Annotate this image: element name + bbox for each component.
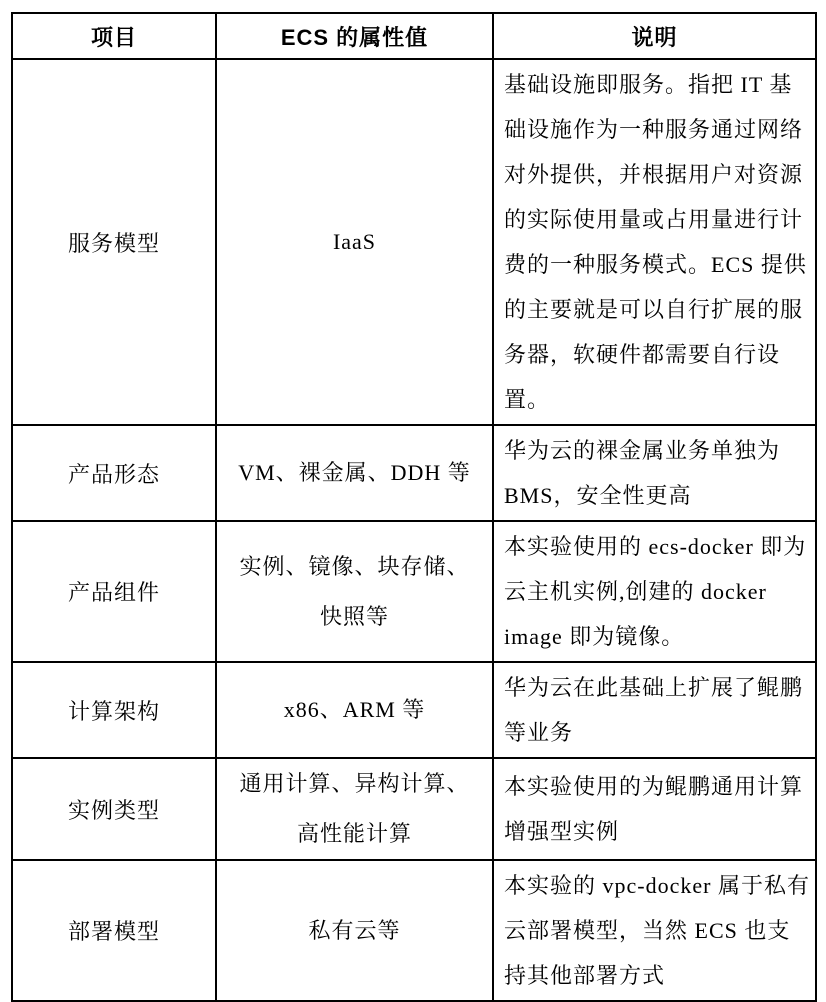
row-attr-value: 通用计算、异构计算、高性能计算 [216,758,493,860]
row-description: 本实验使用的 ecs-docker 即为云主机实例,创建的 docker image 即为镜像。 [493,521,816,662]
row-description: 基础设施即服务。指把 IT 基础设施作为一种服务通过网络对外提供，并根据用户对资源的实际使用量或占用量进行计费的一种服务模式。ECS 提供的主要就是可以自行扩展的服务器，软硬件都需要自行设置。 [493,59,816,425]
row-description: 华为云在此基础上扩展了鲲鹏等业务 [493,662,816,758]
row-item-label: 产品形态 [12,425,216,521]
header-attribute-value: ECS 的属性值 [216,13,493,59]
row-item-label: 服务模型 [12,59,216,425]
table-header-row [12,13,816,59]
row-attr-value: IaaS [216,59,493,425]
header-description: 说明 [493,13,816,59]
row-description: 本实验使用的为鲲鹏通用计算增强型实例 [493,758,816,860]
row-attr-value: x86、ARM 等 [216,662,493,758]
table-row [12,662,816,758]
row-description: 华为云的裸金属业务单独为 BMS，安全性更高 [493,425,816,521]
row-attr-value: VM、裸金属、DDH 等 [216,425,493,521]
header-item: 项目 [12,13,216,59]
row-attr-value: 实例、镜像、块存储、快照等 [216,521,493,662]
table-row [12,860,816,1001]
row-item-label: 产品组件 [12,521,216,662]
table-row [12,425,816,521]
row-item-label: 实例类型 [12,758,216,860]
row-item-label: 计算架构 [12,662,216,758]
table-row [12,59,816,425]
row-attr-value: 私有云等 [216,860,493,1001]
row-description: 本实验的 vpc-docker 属于私有云部署模型，当然 ECS 也支持其他部署方式 [493,860,816,1001]
table-row [12,521,816,662]
ecs-properties-table [11,12,817,1002]
table-row [12,758,816,860]
row-item-label: 部署模型 [12,860,216,1001]
